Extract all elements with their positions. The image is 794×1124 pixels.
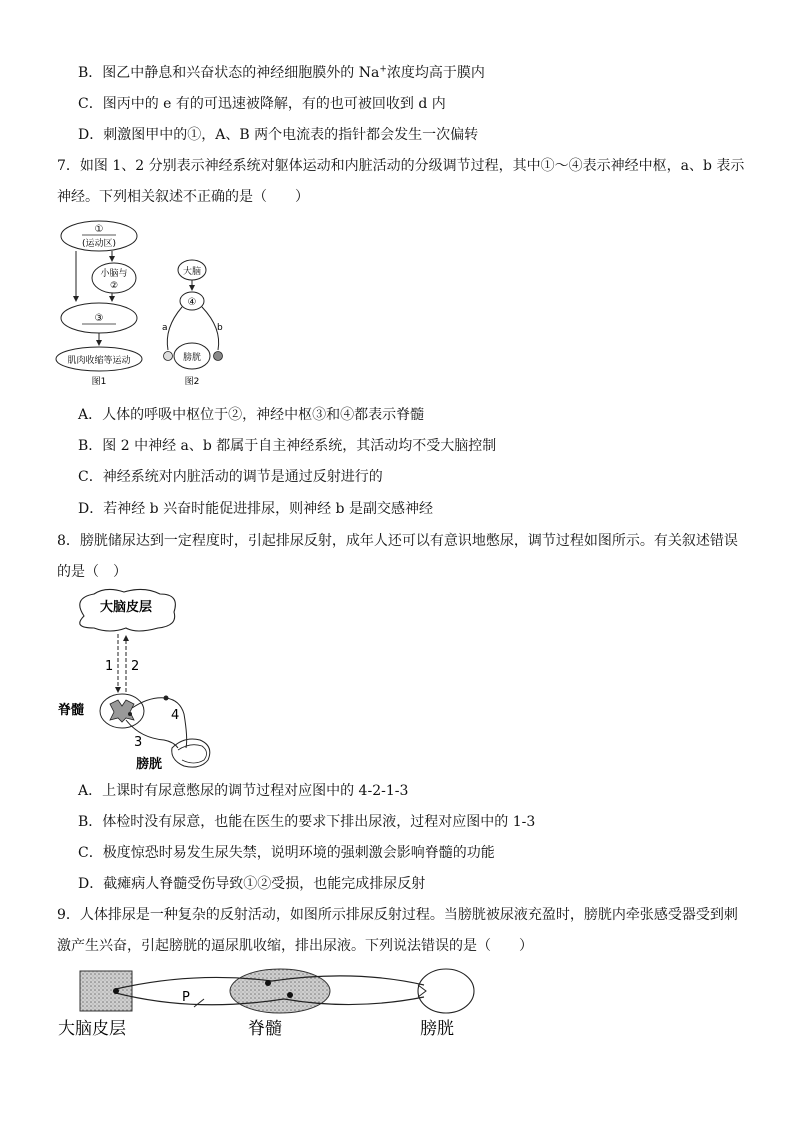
q6-option-b: B．图乙中静息和兴奋状态的神经细胞膜外的 Na+浓度均高于膜内 [78, 64, 485, 81]
q6-option-c: C．图丙中的 e 有的可迅速被降解，有的也可被回收到 d 内 [78, 96, 446, 112]
q8-figure [54, 588, 224, 773]
q7-option-a: A．人体的呼吸中枢位于②，神经中枢③和④都表示脊髓 [78, 407, 425, 423]
q9-spinal-label: 脊髓 [248, 1019, 282, 1039]
q6-option-d: D．刺激图甲中的①，A、B 两个电流表的指针都会发生一次偏转 [78, 127, 479, 143]
q8-option-d: D．截瘫病人脊髓受伤导致①②受损，也能完成排尿反射 [78, 876, 426, 892]
fig2-mid-num: ④ [187, 297, 197, 308]
fig1-bottom-label: 肌肉收缩等运动 [67, 356, 131, 366]
q8-label-1: 1 [105, 659, 114, 674]
fig1-caption: 图1 [91, 377, 107, 387]
fig1-mid-label1: 小脑与 [100, 269, 128, 279]
q8-label-4: 4 [171, 708, 180, 723]
q8-spinal-label: 脊髓 [58, 703, 85, 718]
fig1-top-label: (运动区) [81, 239, 117, 249]
q8-bladder-label: 膀胱 [136, 757, 163, 772]
q8-grey-matter [110, 700, 134, 722]
fig2-nerve-a: a [162, 323, 168, 333]
q9-node-spinal-2 [287, 992, 293, 998]
q9-stem-line2: 激产生兴奋，引起膀胱的逼尿肌收缩，排出尿液。下列说法错误的是（ ） [57, 938, 533, 954]
q8-label-3: 3 [134, 735, 143, 750]
fig2-caption: 图2 [184, 377, 200, 387]
fig2-top-label: 大脑 [182, 267, 202, 277]
q9-spinal-ellipse [230, 969, 330, 1013]
q7-option-c: C．神经系统对内脏活动的调节是通过反射进行的 [78, 469, 383, 485]
q7-fig2 [162, 260, 223, 387]
q7-option-b: B．图 2 中神经 a、b 都属于自主神经系统，其活动均不受大脑控制 [78, 438, 497, 454]
q8-cortex-label: 大脑皮层 [99, 600, 153, 615]
q9-figure [54, 965, 484, 1045]
q8-label-2: 2 [131, 659, 140, 674]
fig1-low-num: ③ [94, 313, 104, 324]
q7-stem-line2: 神经。下列相关叙述不正确的是（ ） [57, 189, 309, 205]
q8-stem-line1: 8．膀胱储尿达到一定程度时，引起排尿反射，成年人还可以有意识地憋尿，调节过程如图所示。有关叙述错误 [57, 533, 738, 549]
q7-figure [54, 218, 234, 390]
q8-stem-line2: 的是（ ） [57, 564, 127, 580]
fig2-organ: 膀胱 [182, 353, 202, 363]
q8-option-a: A．上课时有尿意憋尿的调节过程对应图中的 4-2-1-3 [78, 783, 409, 799]
q8-option-c: C．极度惊恐时易发生尿失禁，说明环境的强刺激会影响脊髓的功能 [78, 845, 495, 861]
fig2-node-a [164, 352, 173, 361]
q9-stem-line1: 9．人体排尿是一种复杂的反射活动，如图所示排尿反射过程。当膀胱被尿液充盈时，膀胱内牵张感受器受到刺 [57, 907, 738, 923]
fig1-top-num: ① [94, 224, 104, 235]
fig2-nerve-b: b [217, 323, 223, 333]
q9-cortex-label: 大脑皮层 [58, 1019, 126, 1039]
q9-node-spinal-1 [265, 980, 271, 986]
q8-node-lower [128, 712, 132, 716]
q7-option-d: D．若神经 b 兴奋时能促进排尿，则神经 b 是副交感神经 [78, 501, 433, 517]
q9-node-cortex [113, 988, 119, 994]
q7-stem-line1: 7．如图 1、2 分别表示神经系统对躯体运动和内脏活动的分级调节过程，其中①～④表示神经中枢，a、b 表示 [57, 158, 745, 174]
q7-fig1 [56, 221, 142, 387]
q9-point-label: P [182, 990, 190, 1005]
q8-node-upper [164, 696, 169, 701]
fig1-mid-label2: ② [109, 281, 119, 291]
fig2-node-b [214, 352, 223, 361]
q9-cortex-box [80, 971, 132, 1011]
q9-bladder-label: 膀胱 [420, 1019, 454, 1039]
q8-option-b: B．体检时没有尿意，也能在医生的要求下排出尿液，过程对应图中的 1-3 [78, 814, 536, 830]
